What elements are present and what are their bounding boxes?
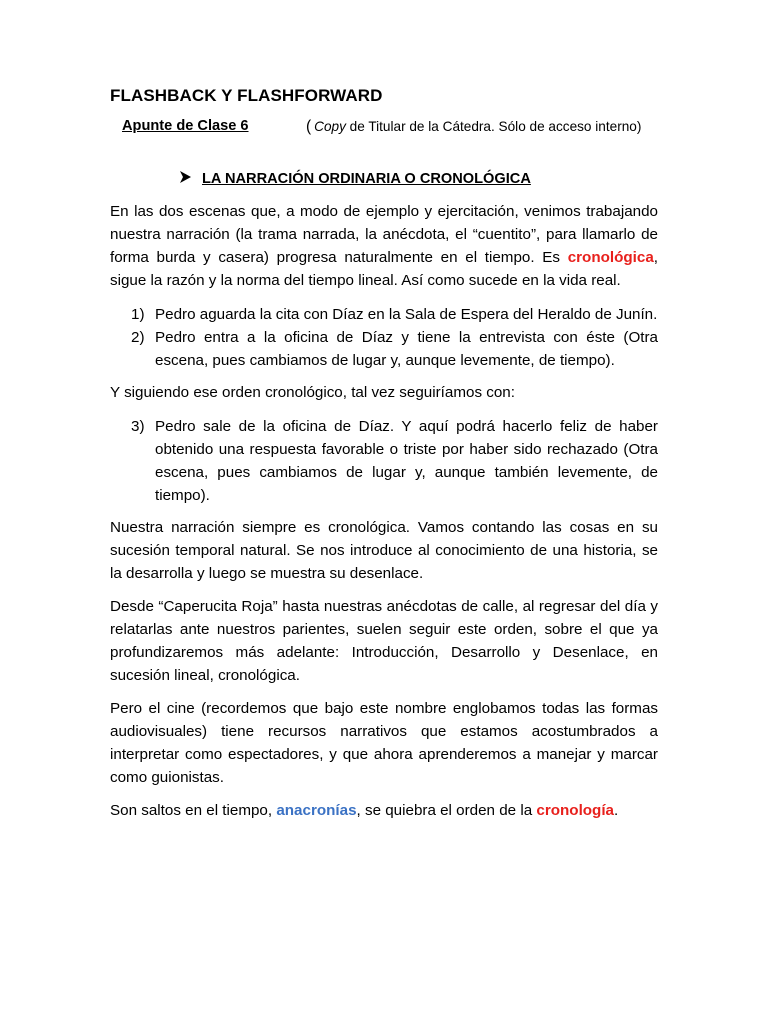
scene-list-1 bbox=[110, 303, 658, 372]
paragraph-transition: Y siguiendo ese orden cronológico, tal vez seguiríamos con: bbox=[110, 384, 515, 401]
list-item bbox=[110, 415, 658, 507]
paragraph-anacronias bbox=[110, 799, 658, 822]
list-item-text: Pedro aguarda la cita con Díaz en la Sala de Espera del Heraldo de Junín. bbox=[155, 306, 658, 323]
arrowhead-bullet-icon bbox=[180, 171, 202, 186]
paragraph-intro bbox=[110, 200, 658, 292]
list-item bbox=[110, 326, 658, 372]
paragraph-anacronias-part3: . bbox=[614, 802, 619, 819]
paragraph-caperucita: Desde “Caperucita Roja” hasta nuestras anécdotas de calle, al regresar del día y relatarlas ante nuestros parientes, suelen seguir este orden, sobre el que ya profundizaremos más adelante: Introducción, Desarrollo y Desenlace, en sucesión lineal, cronológica. bbox=[110, 598, 658, 684]
document-title: FLASHBACK Y FLASHFORWARD bbox=[110, 86, 383, 105]
paragraph-anacronias-part2: , se quiebra el orden de la bbox=[356, 802, 537, 819]
copyright-copy-word: Copy bbox=[314, 119, 346, 134]
paragraph-cine: Pero el cine (recordemos que bajo este nombre englobamos todas las formas audiovisuales) tiene recursos narrativos que estamos acostumbrados a interpretar como espectadores, y que ahora aprenderemos a manejar y marcar como guionistas. bbox=[110, 700, 658, 786]
copyright-note bbox=[306, 118, 641, 136]
paragraph-anacronias-part1: Son saltos en el tiempo, bbox=[110, 802, 277, 819]
document-page bbox=[110, 86, 658, 822]
emphasis-cronologica: cronológica bbox=[567, 249, 654, 266]
list-item-text: Pedro entra a la oficina de Díaz y tiene la entrevista con éste (Otra escena, pues cambiamos de lugar y, aunque levemente, de tiempo). bbox=[155, 329, 658, 369]
section-heading-text: LA NARRACIÓN ORDINARIA O CRONOLÓGICA bbox=[202, 171, 531, 187]
list-item-number: 2) bbox=[131, 329, 145, 346]
list-item-number: 3) bbox=[131, 418, 145, 435]
emphasis-anacronias: anacronías bbox=[276, 802, 357, 819]
emphasis-cronologia: cronología bbox=[536, 802, 615, 819]
paragraph-intro-part2: , sigue la razón y la norma del tiempo lineal. Así como sucede en la vida real. bbox=[110, 249, 658, 289]
copyright-open-paren: ( bbox=[306, 118, 312, 135]
list-item bbox=[110, 303, 658, 326]
paragraph-intro-part1: En las dos escenas que, a modo de ejemplo y ejercitación, venimos trabajando nuestra narración (la trama narrada, la anécdota, el “cuentito”, para llamarlo de forma burda y casera) progresa naturalmente en el tiempo. Es bbox=[110, 203, 658, 266]
paragraph-chronological: Nuestra narración siempre es cronológica. Vamos contando las cosas en su sucesión temporal natural. Se nos introduce al conocimiento de una historia, se la desarrolla y luego se muestra su desenlace. bbox=[110, 519, 658, 582]
list-item-text: Pedro sale de la oficina de Díaz. Y aquí podrá hacerlo feliz de haber obtenido una respuesta favorable o triste por haber sido rechazado (Otra escena, pues cambiamos de lugar y, aunque también levemente, de tiempo). bbox=[155, 418, 658, 504]
section-heading bbox=[180, 171, 658, 187]
class-note-label: Apunte de Clase 6 bbox=[122, 118, 249, 134]
scene-list-2 bbox=[110, 415, 658, 507]
list-item-number: 1) bbox=[131, 306, 145, 323]
subtitle-row bbox=[110, 118, 658, 138]
copyright-note-text: de Titular de la Cátedra. Sólo de acceso interno) bbox=[345, 119, 642, 134]
